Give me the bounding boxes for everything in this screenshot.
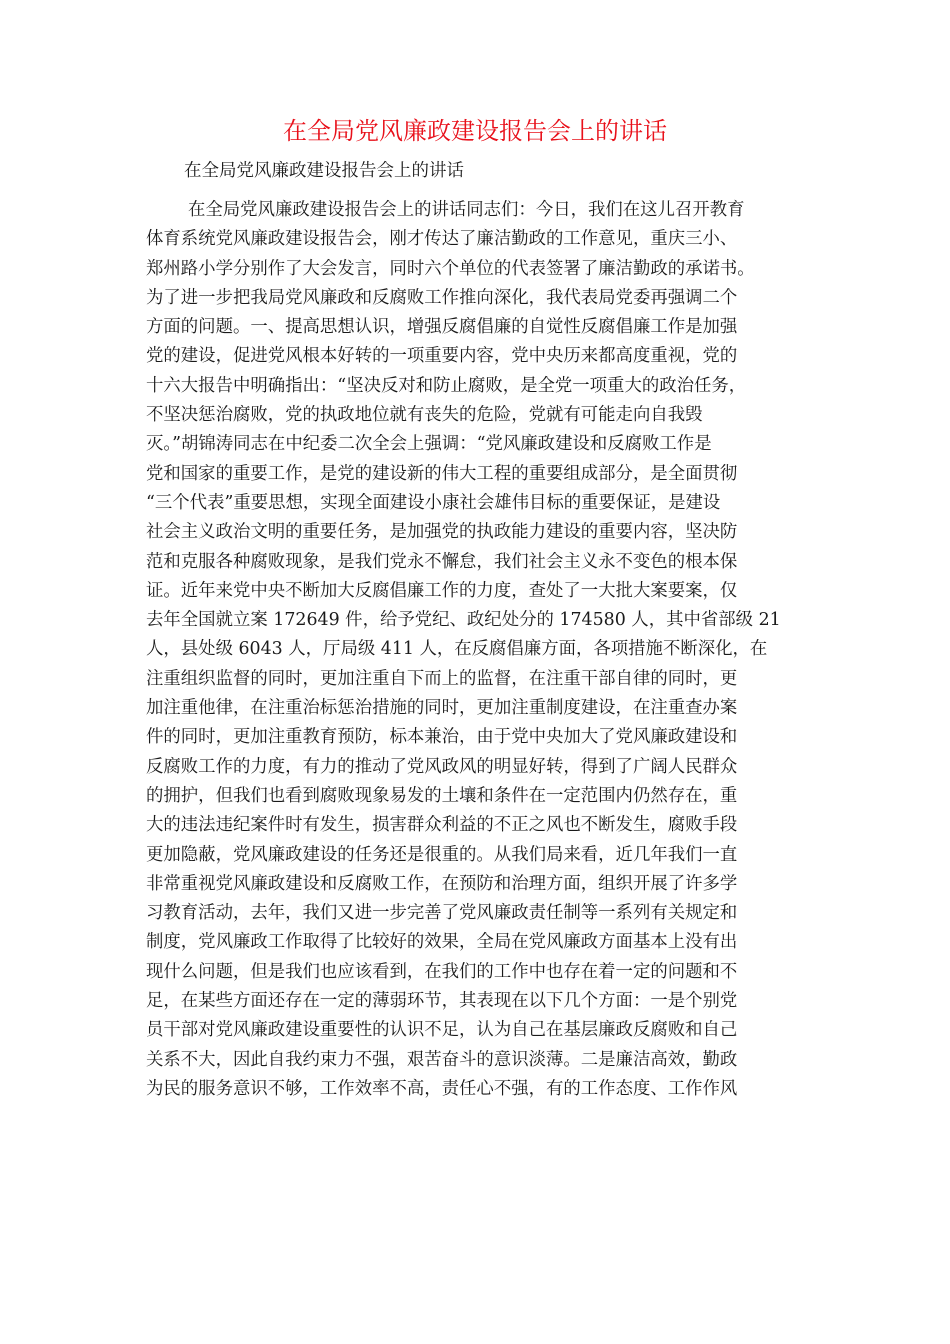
document-subtitle: 在全局党风廉政建设报告会上的讲话 xyxy=(184,161,464,181)
body-line: 制度，党风廉政工作取得了比较好的效果，全局在党风廉政方面基本上没有出 xyxy=(146,932,738,953)
body-line: 方面的问题。一、提高思想认识，增强反腐倡廉的自觉性反腐倡廉工作是加强 xyxy=(146,317,738,338)
body-line: 注重组织监督的同时，更加注重自下而上的监督，在注重干部自律的同时，更 xyxy=(146,668,738,689)
body-line: 员干部对党风廉政建设重要性的认识不足，认为自己在基层廉政反腐败和自己 xyxy=(146,1020,738,1041)
body-line: 十六大报告中明确指出：“坚决反对和防止腐败，是全党一项重大的政治任务， xyxy=(146,375,747,396)
body-line: 不坚决惩治腐败，党的执政地位就有丧失的危险，党就有可能走向自我毁 xyxy=(146,405,703,426)
body-line: 党和国家的重要工作，是党的建设新的伟大工程的重要组成部分，是全面贯彻 xyxy=(146,463,738,484)
body-line: 的拥护，但我们也看到腐败现象易发的土壤和条件在一定范围内仍然存在，重 xyxy=(146,785,738,806)
body-line: 更加隐蔽，党风廉政建设的任务还是很重的。从我们局来看，近几年我们一直 xyxy=(146,844,738,865)
body-line: 大的违法违纪案件时有发生，损害群众利益的不正之风也不断发生，腐败手段 xyxy=(146,815,738,836)
body-line: 证。近年来党中央不断加大反腐倡廉工作的力度，查处了一大批大案要案，仅 xyxy=(146,580,738,601)
body-line: 现什么问题，但是我们也应该看到，在我们的工作中也存在着一定的问题和不 xyxy=(146,961,738,982)
body-line: 加注重他律，在注重治标惩治措施的同时，更加注重制度建设，在注重查办案 xyxy=(146,698,738,719)
body-line: 在全局党风廉政建设报告会上的讲话同志们：今日，我们在这儿召开教育 xyxy=(188,200,745,220)
body-line: 非常重视党风廉政建设和反腐败工作，在预防和治理方面，组织开展了许多学 xyxy=(146,873,738,894)
document-title: 在全局党风廉政建设报告会上的讲话 xyxy=(283,117,667,145)
body-line: 范和克服各种腐败现象，是我们党永不懈怠，我们社会主义永不变色的根本保 xyxy=(146,551,738,572)
body-line: 人，县处级 6043 人，厅局级 411 人，在反腐倡廉方面，各项措施不断深化，在 xyxy=(146,639,768,660)
body-line: 习教育活动，去年，我们又进一步完善了党风廉政责任制等一系列有关规定和 xyxy=(146,903,738,924)
body-line: 体育系统党风廉政建设报告会，刚才传达了廉洁勤政的工作意见，重庆三小、 xyxy=(146,229,738,250)
body-line: 件的同时，更加注重教育预防，标本兼治，由于党中央加大了党风廉政建设和 xyxy=(146,727,738,748)
body-line: 关系不大，因此自我约束力不强，艰苦奋斗的意识淡薄。二是廉洁高效，勤政 xyxy=(146,1049,738,1070)
body-line: 反腐败工作的力度，有力的推动了党风政风的明显好转，得到了广阔人民群众 xyxy=(146,756,738,777)
body-line: 为民的服务意识不够，工作效率不高，责任心不强，有的工作态度、工作作风 xyxy=(146,1078,738,1099)
body-line: 为了进一步把我局党风廉政和反腐败工作推向深化，我代表局党委再强调二个 xyxy=(146,287,738,308)
body-line: 党的建设，促进党风根本好转的一项重要内容，党中央历来都高度重视，党的 xyxy=(146,346,738,367)
body-line: “三个代表”重要思想，实现全面建设小康社会雄伟目标的重要保证，是建设 xyxy=(146,492,721,513)
document-body xyxy=(146,196,806,1104)
body-line: 郑州路小学分别作了大会发言，同时六个单位的代表签署了廉洁勤政的承诺书。 xyxy=(146,258,755,279)
body-line: 灭。”胡锦涛同志在中纪委二次全会上强调：“党风廉政建设和反腐败工作是 xyxy=(146,434,712,455)
body-line: 足，在某些方面还存在一定的薄弱环节，其表现在以下几个方面：一是个别党 xyxy=(146,991,738,1012)
body-line: 社会主义政治文明的重要任务，是加强党的执政能力建设的重要内容，坚决防 xyxy=(146,522,738,543)
body-line: 去年全国就立案 172649 件，给予党纪、政纪处分的 174580 人，其中省部级 21 xyxy=(146,610,781,631)
